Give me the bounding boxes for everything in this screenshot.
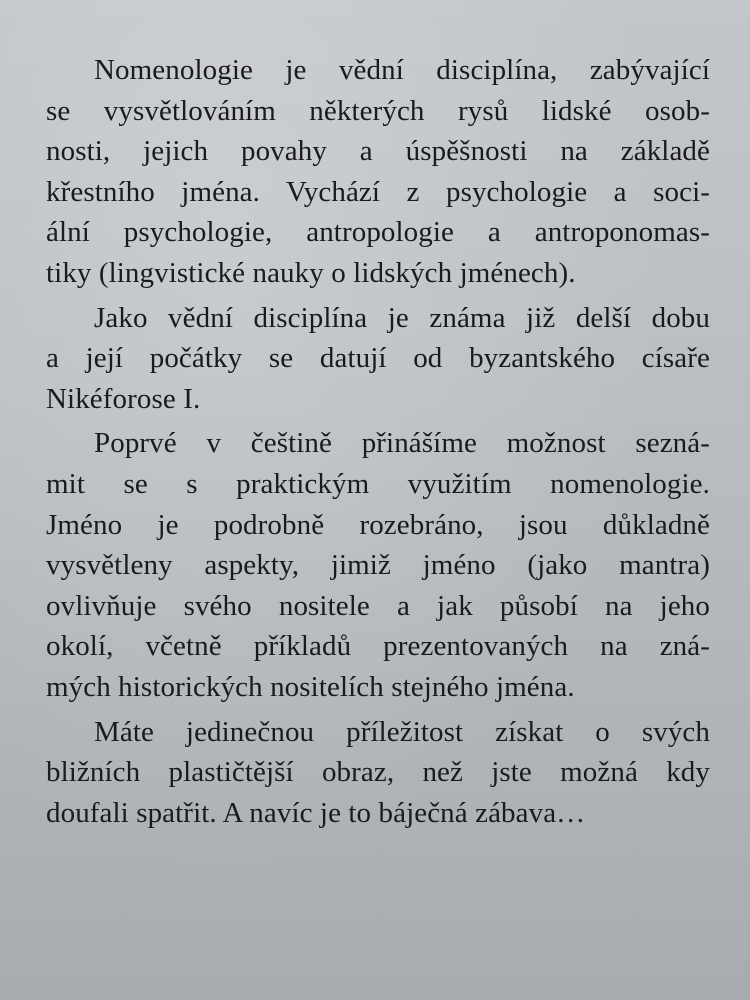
text-line: nosti, jejich povahy a úspěšnosti na základě xyxy=(46,135,710,168)
text-line: Máte jedinečnou příležitost získat o svých xyxy=(94,715,710,748)
text-block xyxy=(46,50,710,833)
text-line: křestního jména. Vychází z psychologie a soci- xyxy=(46,175,710,208)
text-line: mit se s praktickým využitím nomenologie. xyxy=(46,467,710,500)
paragraph-1 xyxy=(46,50,710,294)
text-line: Nomenologie je vědní disciplína, zabývající xyxy=(94,54,710,86)
text-line: ální psychologie, antropologie a antroponomas- xyxy=(46,216,710,249)
paragraph-2 xyxy=(46,298,710,420)
text-line: a její počátky se datují od byzantského císaře xyxy=(46,342,710,375)
text-line: se vysvětlováním některých rysů lidské osob- xyxy=(46,94,710,127)
text-line: Jako vědní disciplína je známa již delší dobu xyxy=(94,301,710,334)
text-line: vysvětleny aspekty, jimiž jméno (jako mantra) xyxy=(46,549,710,582)
text-line: Poprvé v češtině přinášíme možnost sezná- xyxy=(94,427,710,460)
paragraph-4 xyxy=(46,712,710,834)
paragraph-3 xyxy=(46,423,710,707)
text-line: Nikéforose I. xyxy=(46,382,201,415)
text-line: okolí, včetně příkladů prezentovaných na zná- xyxy=(46,630,710,663)
text-line: ovlivňuje svého nositele a jak působí na jeho xyxy=(46,589,710,622)
text-line: bližních plastičtější obraz, než jste možná kdy xyxy=(46,756,710,789)
text-line: Jméno je podrobně rozebráno, jsou důkladně xyxy=(46,508,710,541)
text-line: tiky (lingvistické nauky o lidských jménech). xyxy=(46,256,576,289)
text-line: doufali spatřit. A navíc je to báječná zábava… xyxy=(46,796,586,829)
text-line: mých historických nositelích stejného jména. xyxy=(46,670,575,703)
